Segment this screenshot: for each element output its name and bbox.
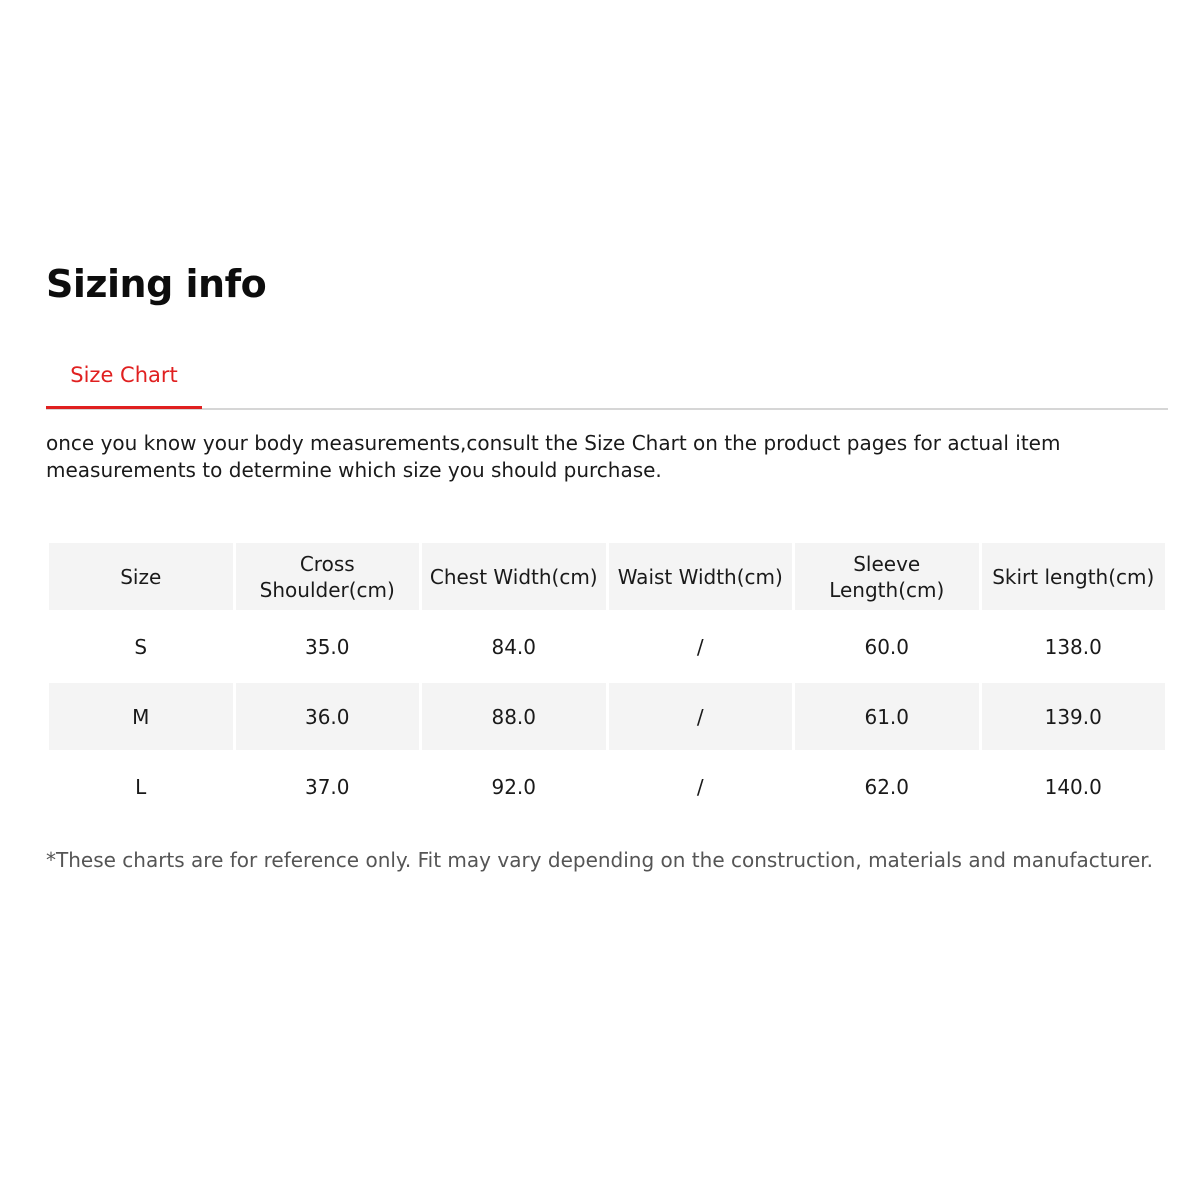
footnote: *These charts are for reference only. Fit may vary depending on the construction, materials and manufacturer. bbox=[46, 848, 1154, 872]
cell-waist-width: / bbox=[696, 774, 704, 799]
cell-cross-shoulder: 35.0 bbox=[304, 634, 350, 659]
table-row bbox=[49, 613, 1165, 680]
cell-chest-width: 84.0 bbox=[491, 634, 537, 659]
column-header-cross-shoulder: Cross Shoulder(cm) bbox=[236, 543, 420, 610]
cell-sleeve-length: 61.0 bbox=[795, 683, 979, 750]
tab-bar bbox=[46, 356, 1168, 410]
table-header-row bbox=[49, 543, 1165, 610]
column-header-chest-width: Chest Width(cm) bbox=[422, 543, 606, 610]
cell-chest-width: 88.0 bbox=[422, 683, 606, 750]
column-header-size: Size bbox=[49, 543, 233, 610]
cell-size: M bbox=[49, 683, 233, 750]
cell-size: L bbox=[135, 774, 147, 799]
cell-waist-width: / bbox=[609, 683, 793, 750]
tab-size-chart[interactable] bbox=[46, 356, 202, 409]
cell-waist-width: / bbox=[696, 634, 704, 659]
table-row bbox=[49, 753, 1165, 820]
cell-skirt-length: 139.0 bbox=[982, 683, 1166, 750]
cell-size: S bbox=[134, 634, 148, 659]
column-header-sleeve-length: Sleeve Length(cm) bbox=[795, 543, 979, 610]
cell-cross-shoulder: 37.0 bbox=[304, 774, 350, 799]
intro-text: once you know your body measurements,consult the Size Chart on the product pages for actual item measurements to determine which size you should purchase. bbox=[46, 431, 1061, 482]
cell-cross-shoulder: 36.0 bbox=[236, 683, 420, 750]
cell-chest-width: 92.0 bbox=[491, 774, 537, 799]
size-table bbox=[46, 540, 1168, 823]
cell-skirt-length: 140.0 bbox=[1044, 774, 1102, 799]
cell-sleeve-length: 62.0 bbox=[864, 774, 910, 799]
column-header-waist-width: Waist Width(cm) bbox=[609, 543, 793, 610]
tab-size-chart-label: Size Chart bbox=[70, 363, 178, 387]
column-header-skirt-length: Skirt length(cm) bbox=[982, 543, 1166, 610]
table-row bbox=[49, 683, 1165, 750]
cell-sleeve-length: 60.0 bbox=[864, 634, 910, 659]
page-title: Sizing info bbox=[46, 262, 267, 306]
cell-skirt-length: 138.0 bbox=[1044, 634, 1102, 659]
